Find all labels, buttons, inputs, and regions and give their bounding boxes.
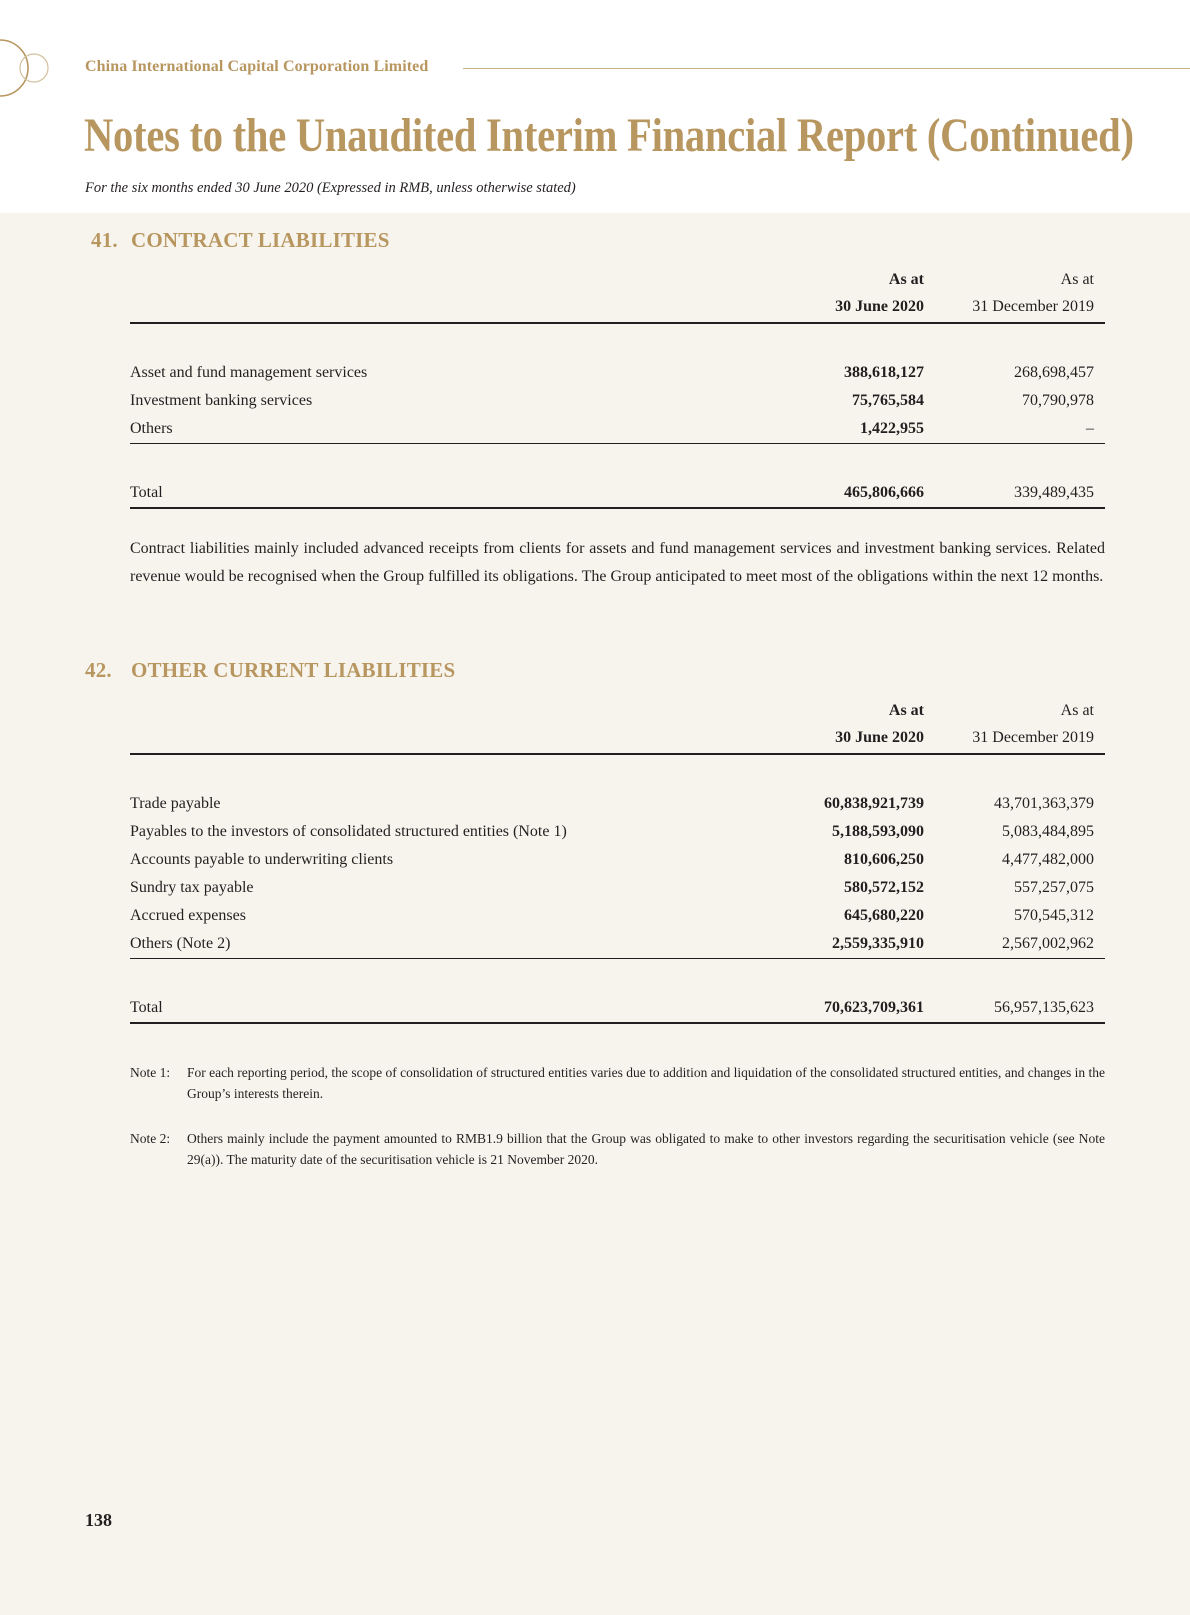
column-header-prior: As at 31 December 2019 [972, 271, 1094, 315]
table-row: Others 1,422,955 – [130, 415, 1105, 444]
company-name: China International Capital Corporation Limited [85, 58, 429, 75]
column-header-prior: As at 31 December 2019 [972, 702, 1094, 746]
table-row: Payables to the investors of consolidated structured entities (Note 1) 5,188,593,090 5,083,484,895 [130, 823, 1094, 840]
footnote-1 [130, 1062, 1105, 1104]
page-subtitle: For the six months ended 30 June 2020 (Expressed in RMB, unless otherwise stated) [85, 180, 576, 196]
table-row: Trade payable 60,838,921,739 43,701,363,379 [130, 795, 1094, 812]
table-header [130, 266, 1105, 324]
footnote-text: For each reporting period, the scope of consolidation of structured entities varies due to addition and liquidation of the consolidated structured entities, and changes in the Group’s interests therein. [187, 1065, 1105, 1101]
company-logo-circles-icon [0, 36, 60, 100]
page-number: 138 [85, 1510, 112, 1530]
other-current-liabilities-table [130, 697, 1105, 1024]
table-row: Accrued expenses 645,680,220 570,545,312 [130, 907, 1094, 924]
section-41-heading [91, 228, 390, 253]
footnote-text: Others mainly include the payment amounted to RMB1.9 billion that the Group was obligated to make to other investors regarding the securitisation vehicle (see Note 29(a)). The maturity date of the securitisation vehicle is 21 November 2020. [187, 1131, 1105, 1167]
section-number: 42. [85, 658, 112, 682]
footnote-label: Note 1: [130, 1065, 171, 1080]
table-row: Asset and fund management services 388,618,127 268,698,457 [130, 364, 1094, 381]
contract-liabilities-paragraph: Contract liabilities mainly included advanced receipts from clients for assets and fund management services and investment banking services. Related revenue would be recognised when the Group fulfilled its obligations. The Group anticipated to meet most of the obligations within the next 12 months. [130, 540, 1105, 585]
section-number: 41. [91, 228, 118, 252]
section-42-heading [85, 658, 455, 683]
table-row: Accounts payable to underwriting clients 810,606,250 4,477,482,000 [130, 851, 1094, 868]
page-title: Notes to the Unaudited Interim Financial Report (Continued) [84, 109, 1134, 162]
column-header-current: As at 30 June 2020 [835, 271, 924, 315]
table-row: Sundry tax payable 580,572,152 557,257,075 [130, 879, 1094, 896]
table-header [130, 697, 1105, 755]
section-title: OTHER CURRENT LIABILITIES [131, 658, 456, 682]
contract-liabilities-table [130, 266, 1105, 509]
section-title: CONTRACT LIABILITIES [131, 228, 390, 252]
table-row: Investment banking services 75,765,584 70,790,978 [130, 392, 1094, 409]
column-header-current: As at 30 June 2020 [835, 702, 924, 746]
table-total-row: Total 465,806,666 339,489,435 [130, 479, 1105, 509]
header-rule [463, 68, 1190, 69]
table-total-row: Total 70,623,709,361 56,957,135,623 [130, 994, 1105, 1024]
table-row: Others (Note 2) 2,559,335,910 2,567,002,962 [130, 930, 1105, 959]
footnote-2 [130, 1128, 1105, 1170]
footnote-label: Note 2: [130, 1131, 171, 1146]
